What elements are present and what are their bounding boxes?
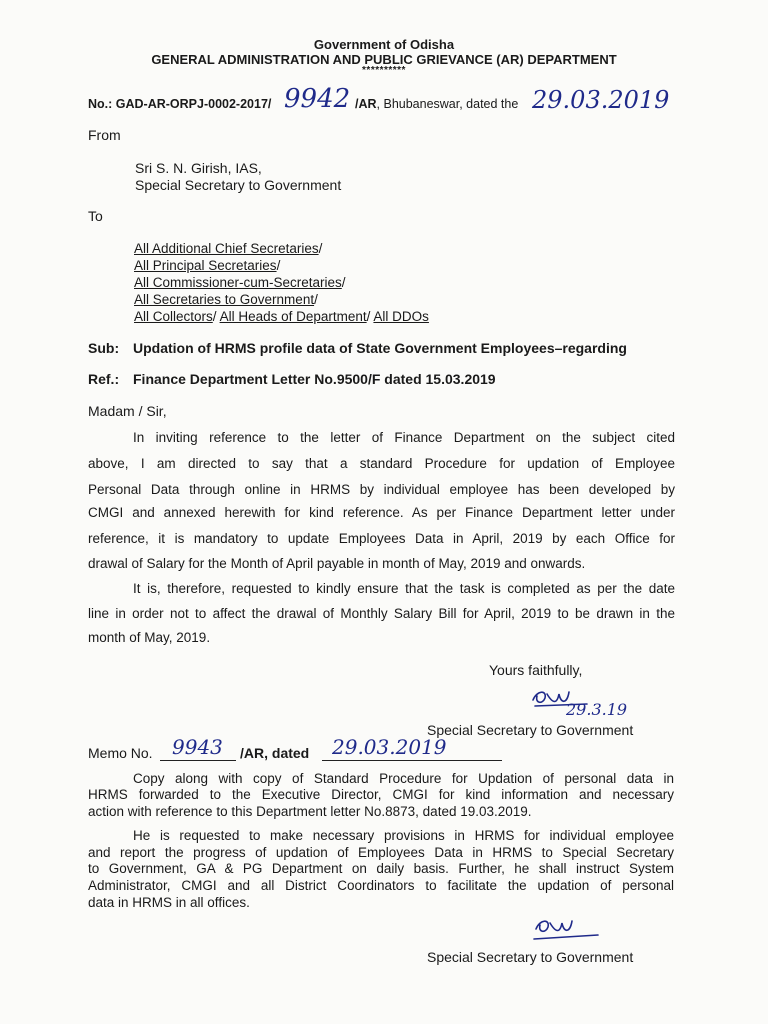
recipient-item: All DDOs <box>373 309 429 324</box>
letter-number-ar: /AR <box>355 97 377 111</box>
recipient-line: All Additional Chief Secretaries/ <box>134 241 323 256</box>
recipient-item: All Heads of Department <box>219 309 367 324</box>
paragraph-line: drawal of Salary for the Month of April payable in month of May, 2019 and onwards. <box>88 556 586 571</box>
paragraph-line: reference, it is mandatory to update Employees Data in April, 2019 by each Office for <box>88 531 675 546</box>
subject-text: Updation of HRMS profile data of State Government Employees–regarding <box>133 340 627 356</box>
recipient-line: All Secretaries to Government/ <box>134 292 318 307</box>
paragraph-line: above, I am directed to say that a standard Procedure for updation of Employee <box>88 456 675 471</box>
letter-place-date <box>355 97 518 111</box>
paragraph-line: to Government, GA & PG Department on daily basis. Further, he shall instruct System <box>88 861 674 876</box>
paragraph-line: He is requested to make necessary provisions in HRMS for individual employee <box>133 828 674 843</box>
closing-designation: Special Secretary to Government <box>427 722 634 738</box>
recipient-item: All Principal Secretaries <box>134 258 277 273</box>
recipient-line: All Principal Secretaries/ <box>134 258 281 273</box>
reference-text: Finance Department Letter No.9500/F dated 15.03.2019 <box>133 371 496 387</box>
letter-place-dated: , Bhubaneswar, dated the <box>376 97 519 111</box>
valediction: Yours faithfully, <box>489 662 583 678</box>
recipient-item: All Additional Chief Secretaries <box>134 241 319 256</box>
memo-designation: Special Secretary to Government <box>427 949 634 965</box>
paragraph-line: In inviting reference to the letter of Finance Department on the subject cited <box>133 430 675 445</box>
from-name: Sri S. N. Girish, IAS, <box>135 160 262 176</box>
paragraph-line: action with reference to this Department letter No.8873, dated 19.03.2019. <box>88 804 532 819</box>
recipient-line: All Commissioner-cum-Secretaries/ <box>134 275 346 290</box>
to-label: To <box>88 208 103 224</box>
memo-number-handwritten: 9943 <box>172 735 223 759</box>
letter-number-handwritten: 9942 <box>284 84 351 114</box>
header-stars: ********** <box>362 65 406 76</box>
paragraph-line: month of May, 2019. <box>88 630 211 645</box>
paragraph-line: Administrator, CMGI and all District Coordinators to facilitate the updation of personal <box>88 878 674 893</box>
paragraph-line: Copy along with copy of Standard Procedure for Updation of personal data in <box>133 771 674 786</box>
memo-ar-dated: /AR, dated <box>240 745 310 761</box>
salutation: Madam / Sir, <box>88 403 167 419</box>
memo-date-underline <box>322 760 502 761</box>
recipients-list <box>134 240 429 325</box>
letter-date-handwritten: 29.03.2019 <box>532 86 670 114</box>
signature-date-1: 29.3.19 <box>566 700 628 719</box>
department-title: GENERAL ADMINISTRATION AND PUBLIC GRIEVANCE (AR) DEPARTMENT <box>151 52 617 67</box>
paragraph-line: CMGI and annexed herewith for kind reference. As per Finance Department letter under <box>88 505 675 520</box>
paragraph-line: HRMS forwarded to the Executive Director, CMGI for kind information and necessary <box>88 787 674 802</box>
recipient-item: All Secretaries to Government <box>134 292 315 307</box>
memo-label: Memo No. <box>88 745 153 761</box>
paragraph-line: data in HRMS in all offices. <box>88 895 250 910</box>
from-label: From <box>88 127 121 143</box>
reference-label: Ref.: <box>88 371 120 387</box>
paragraph-line: and report the progress of updation of Employees Data in HRMS to Special Secretary <box>88 845 674 860</box>
recipient-item: All Commissioner-cum-Secretaries <box>134 275 342 290</box>
memo-date-handwritten: 29.03.2019 <box>332 735 447 759</box>
paragraph-line: It is, therefore, requested to kindly ensure that the task is completed as per the date <box>133 581 675 596</box>
memo-number-underline <box>160 760 236 761</box>
subject-label: Sub: <box>88 340 120 356</box>
letter-number-prefix: No.: GAD-AR-ORPJ-0002-2017/ <box>88 97 272 111</box>
letter-number-line <box>88 97 271 111</box>
paragraph-line: Personal Data through online in HRMS by individual employee has been developed by <box>88 482 675 497</box>
signature-2 <box>528 915 608 943</box>
government-title: Government of Odisha <box>313 37 455 52</box>
paragraph-line: line in order not to affect the drawal of Monthly Salary Bill for April, 2019 to be drawn in the <box>88 606 675 621</box>
recipient-line: All Collectors/ All Heads of Department/ All DDOs <box>134 309 429 324</box>
from-designation: Special Secretary to Government <box>135 177 342 193</box>
recipient-item: All Collectors <box>134 309 213 324</box>
